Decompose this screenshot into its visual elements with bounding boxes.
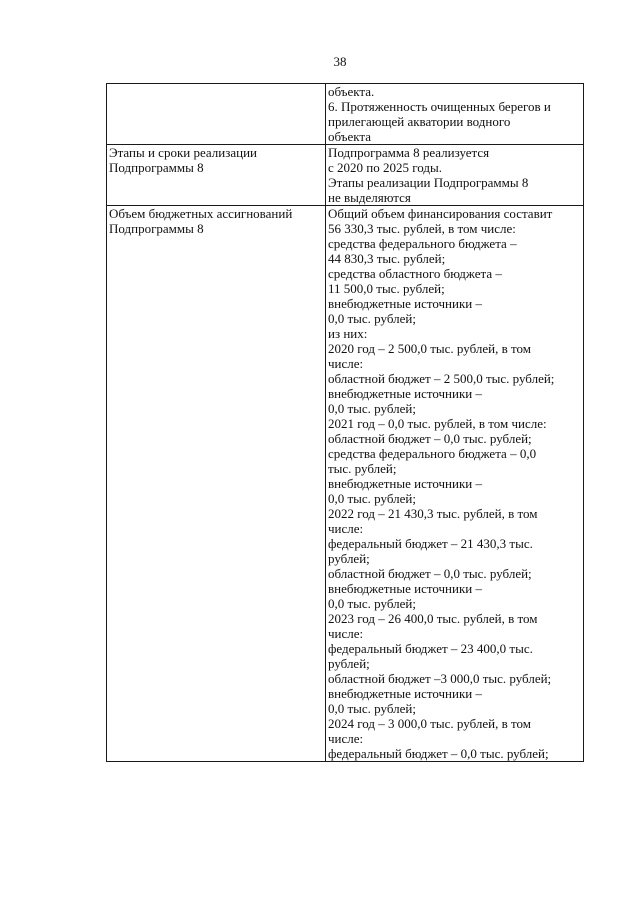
cell-text-line: внебюджетные источники – [328,386,482,401]
row-1-value-cell [326,84,584,145]
cell-text-line: Подпрограмма 8 реализуется [328,145,490,160]
cell-text-line: средства федерального бюджета – 0,0 [328,446,537,461]
document-table [106,83,584,762]
cell-text-line: 2022 год – 21 430,3 тыс. рублей, в том [328,506,538,521]
cell-text-line: Подпрограммы 8 [109,160,204,175]
row-2-label-cell [107,145,326,206]
cell-text-line: 56 330,3 тыс. рублей, в том числе: [328,221,516,236]
row-3-value-cell [326,206,584,762]
row-3-label-cell [107,206,326,762]
cell-text-line: из них: [328,326,368,341]
cell-text-line: числе: [328,626,364,641]
cell-text-line: Общий объем финансирования составит [328,206,553,221]
cell-text-line: 11 500,0 тыс. рублей; [328,281,445,296]
cell-text-line: тыс. рублей; [328,461,397,476]
cell-text-line: 0,0 тыс. рублей; [328,701,416,716]
cell-text-line: 2021 год – 0,0 тыс. рублей, в том числе: [328,416,547,431]
cell-text-line: объекта [328,129,372,144]
cell-text-line: 44 830,3 тыс. рублей; [328,251,446,266]
cell-text-line: не выделяются [328,190,411,205]
cell-text-line: областной бюджет – 0,0 тыс. рублей; [328,431,532,446]
page-number: 38 [333,54,347,69]
cell-text-line: 0,0 тыс. рублей; [328,311,416,326]
cell-text-line: рублей; [328,551,370,566]
cell-text-line: средства федерального бюджета – [328,236,517,251]
cell-text-line: 2023 год – 26 400,0 тыс. рублей, в том [328,611,538,626]
cell-text-line: прилегающей акватории водного [328,114,511,129]
cell-text-line: федеральный бюджет – 23 400,0 тыс. [328,641,533,656]
cell-text-line: федеральный бюджет – 0,0 тыс. рублей; [328,746,549,761]
cell-text-line: внебюджетные источники – [328,296,482,311]
cell-text-line: рублей; [328,656,370,671]
cell-text-line: областной бюджет – 0,0 тыс. рублей; [328,566,532,581]
cell-text-line: областной бюджет –3 000,0 тыс. рублей; [328,671,552,686]
cell-text-line: 2024 год – 3 000,0 тыс. рублей, в том [328,716,531,731]
cell-text-line: числе: [328,356,364,371]
cell-text-line: федеральный бюджет – 21 430,3 тыс. [328,536,533,551]
table-row [107,84,584,145]
cell-text-line: внебюджетные источники – [328,581,482,596]
table-row [107,145,584,206]
cell-text-line: внебюджетные источники – [328,476,482,491]
cell-text-line: средства областного бюджета – [328,266,502,281]
row-1-label-cell [107,84,326,145]
cell-text-line: областной бюджет – 2 500,0 тыс. рублей; [328,371,555,386]
cell-text-line: внебюджетные источники – [328,686,482,701]
cell-text-line: 0,0 тыс. рублей; [328,401,416,416]
cell-text-line: Объем бюджетных ассигнований [109,206,293,221]
cell-text-line: Подпрограммы 8 [109,221,204,236]
row-2-value-cell [326,145,584,206]
cell-text-line: числе: [328,731,364,746]
cell-text-line: с 2020 по 2025 годы. [328,160,442,175]
cell-text-line: Этапы и сроки реализации [109,145,257,160]
cell-text-line: 2020 год – 2 500,0 тыс. рублей, в том [328,341,531,356]
table-row [107,206,584,762]
cell-text-line: объекта. [328,84,375,99]
cell-text-line: 6. Протяженность очищенных берегов и [328,99,551,114]
cell-text-line: Этапы реализации Подпрограммы 8 [328,175,529,190]
cell-text-line: 0,0 тыс. рублей; [328,491,416,506]
cell-text-line: числе: [328,521,364,536]
cell-text-line: 0,0 тыс. рублей; [328,596,416,611]
